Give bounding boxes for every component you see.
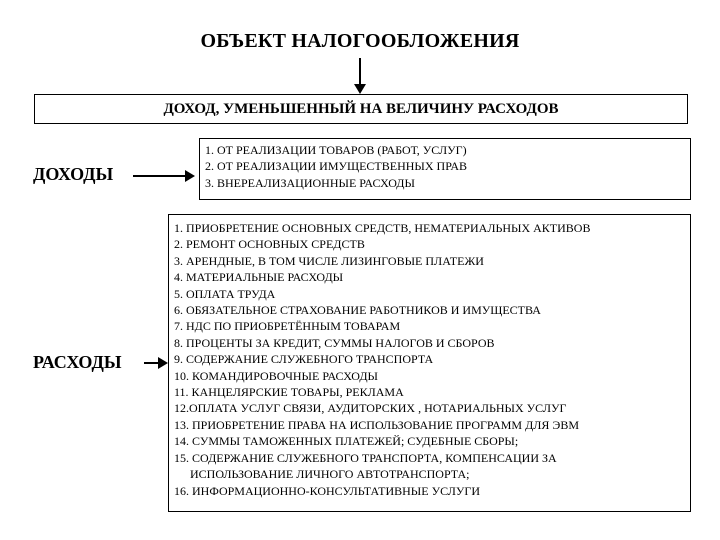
object-definition-text: ДОХОД, УМЕНЬШЕННЫЙ НА ВЕЛИЧИНУ РАСХОДОВ [163,100,559,117]
list-item: 6. ОБЯЗАТЕЛЬНОЕ СТРАХОВАНИЕ РАБОТНИКОВ И ИМУЩЕСТВА [174,303,541,318]
list-item: 16. ИНФОРМАЦИОННО-КОНСУЛЬТАТИВНЫЕ УСЛУГИ [174,483,481,498]
income-label: ДОХОДЫ [33,164,114,184]
list-item: 12.ОПЛАТА УСЛУГ СВЯЗИ, АУДИТОРСКИХ , НОТАРИАЛЬНЫХ УСЛУГ [174,401,567,416]
list-item: 10. КОМАНДИРОВОЧНЫЕ РАСХОДЫ [174,368,379,383]
list-item: 1. ОТ РЕАЛИЗАЦИИ ТОВАРОВ (РАБОТ, УСЛУГ) [205,143,467,157]
diagram-title: ОБЪЕКТ НАЛОГООБЛОЖЕНИЯ [200,30,520,52]
income-arrow [133,175,193,177]
income-items-box [199,138,691,200]
list-item: 1. ПРИОБРЕТЕНИЕ ОСНОВНЫХ СРЕДСТВ, НЕМАТЕРИАЛЬНЫХ АКТИВОВ [174,221,591,235]
expenses-list [174,220,690,499]
list-item: 5. ОПЛАТА ТРУДА [174,286,276,301]
list-item: 7. НДС ПО ПРИОБРЕТЁННЫМ ТОВАРАМ [174,319,401,334]
expenses-items-box [168,214,691,512]
list-item: 8. ПРОЦЕНТЫ ЗА КРЕДИТ, СУММЫ НАЛОГОВ И СБОРОВ [174,335,495,350]
list-item: 3. АРЕНДНЫЕ, В ТОМ ЧИСЛЕ ЛИЗИНГОВЫЕ ПЛАТЕЖИ [174,253,484,268]
object-definition-box [34,94,688,124]
list-item: 3. ВНЕРЕАЛИЗАЦИОННЫЕ РАСХОДЫ [205,175,415,190]
list-item: 15. СОДЕРЖАНИЕ СЛУЖЕБНОГО ТРАНСПОРТА, КОМПЕНСАЦИИ ЗА [174,450,557,465]
income-list [205,142,690,191]
expenses-arrow [144,362,166,364]
list-item: ИСПОЛЬЗОВАНИЕ ЛИЧНОГО АВТОТРАНСПОРТА; [190,467,470,482]
down-arrow [359,58,361,92]
list-item: 11. КАНЦЕЛЯРСКИЕ ТОВАРЫ, РЕКЛАМА [174,385,404,400]
list-item: 4. МАТЕРИАЛЬНЫЕ РАСХОДЫ [174,270,344,285]
list-item: 14. СУММЫ ТАМОЖЕННЫХ ПЛАТЕЖЕЙ; СУДЕБНЫЕ СБОРЫ; [174,434,519,449]
list-item: 9. СОДЕРЖАНИЕ СЛУЖЕБНОГО ТРАНСПОРТА [174,352,434,367]
list-item: 2. РЕМОНТ ОСНОВНЫХ СРЕДСТВ [174,237,365,252]
expenses-label: РАСХОДЫ [33,352,122,372]
list-item: 2. ОТ РЕАЛИЗАЦИИ ИМУЩЕСТВЕННЫХ ПРАВ [205,159,468,174]
list-item: 13. ПРИОБРЕТЕНИЕ ПРАВА НА ИСПОЛЬЗОВАНИЕ ПРОГРАММ ДЛЯ ЭВМ [174,417,579,432]
